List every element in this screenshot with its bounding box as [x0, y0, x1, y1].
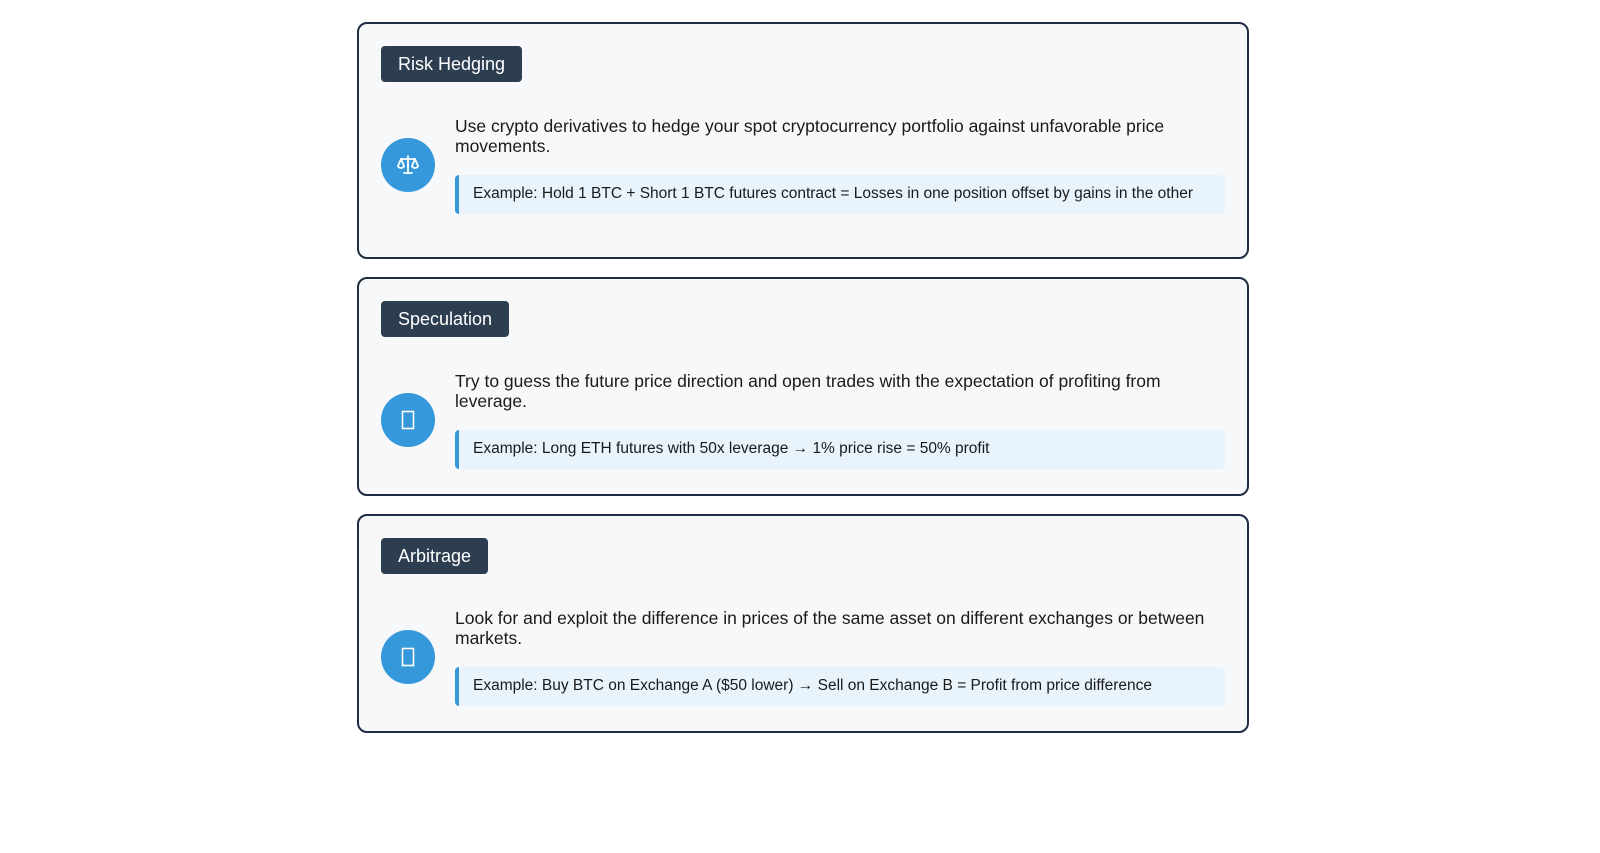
card-description: Try to guess the future price direction and open trades with the expectation of profiting from leverage.	[455, 371, 1161, 411]
exchange-icon	[381, 630, 435, 684]
chart-icon	[381, 393, 435, 447]
card-example: Example: Buy BTC on Exchange A ($50 lower) → Sell on Exchange B = Profit from price difference	[455, 667, 1225, 706]
strategy-card-speculation	[357, 277, 1249, 496]
card-content-row	[381, 608, 1225, 706]
card-content-row	[381, 371, 1225, 469]
card-body	[455, 371, 1225, 469]
card-title-tag: Speculation	[381, 301, 509, 337]
strategy-card-arbitrage	[357, 514, 1249, 733]
card-description: Look for and exploit the difference in prices of the same asset on different exchanges or between markets.	[455, 608, 1205, 648]
strategy-card-risk-hedging	[357, 22, 1249, 259]
card-example: Example: Long ETH futures with 50x leverage → 1% price rise = 50% profit	[455, 430, 1225, 469]
card-body	[455, 608, 1225, 706]
card-description: Use crypto derivatives to hedge your spot cryptocurrency portfolio against unfavorable price movements.	[455, 116, 1165, 156]
card-example: Example: Hold 1 BTC + Short 1 BTC futures contract = Losses in one position offset by gains in the other	[455, 175, 1225, 214]
card-title-tag: Arbitrage	[381, 538, 488, 574]
card-title-tag: Risk Hedging	[381, 46, 522, 82]
balance-scale-icon	[381, 138, 435, 192]
strategy-list	[357, 22, 1249, 751]
card-content-row	[381, 116, 1225, 214]
card-body	[455, 116, 1225, 214]
